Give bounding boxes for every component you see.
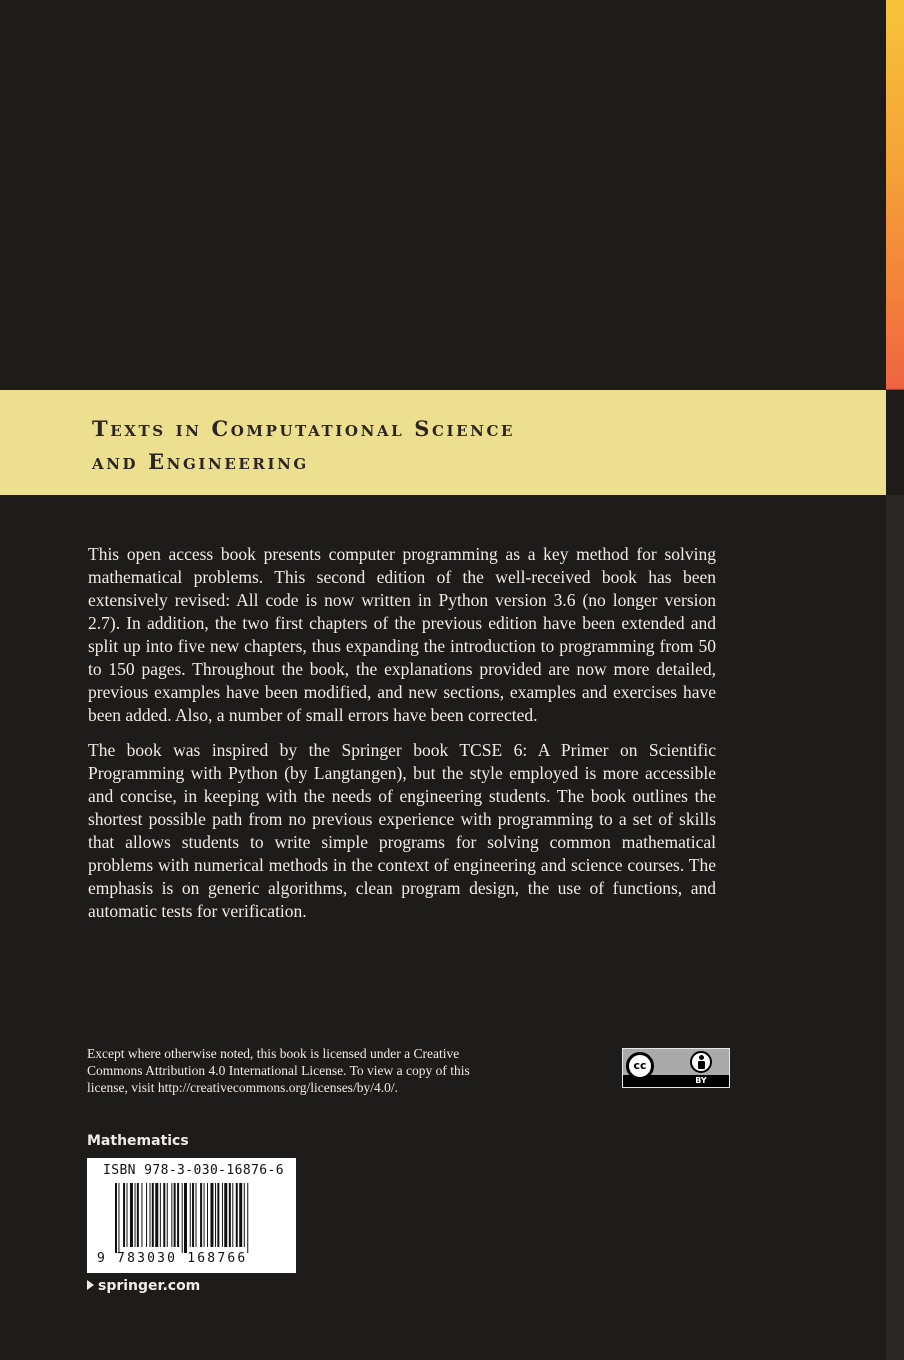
barcode-bar (150, 1183, 151, 1247)
barcode-bar (196, 1183, 197, 1247)
band-edge (886, 390, 904, 495)
barcode-bar (152, 1183, 154, 1247)
barcode-bar (217, 1183, 219, 1247)
spine-gradient-stripe (886, 0, 904, 1360)
barcode-bar (232, 1183, 233, 1247)
barcode-bar (141, 1183, 142, 1247)
barcode-bar (200, 1183, 202, 1247)
barcode-bar (167, 1183, 168, 1247)
barcode-bar (146, 1183, 147, 1247)
series-title-line-2: and Engineering (92, 449, 309, 474)
barcode-bar (215, 1183, 216, 1247)
barcode-bar (207, 1183, 208, 1247)
description-paragraph-1: This open access book presents computer programming as a key method for solving mathematical problems. This second edition of the well-received book has been extensively revised: All code is now written in Python version 3.6 (no longer version 2.7). In addition, the two first chapters of the previous edition have been extended and split up into five new chapters, thus expanding the introduction to programming from 50 to 150 pages. Throughout the book, the explanations provided are now more detailed, previous examples have been modified, and new sections, examples and exercises have been added. Also, a number of small errors have been corrected. (88, 544, 716, 725)
barcode-bar (247, 1183, 248, 1253)
barcode-bar (155, 1183, 158, 1247)
barcode-bar (236, 1183, 238, 1247)
barcode-bar (182, 1183, 183, 1253)
cc-by-label: BY (695, 1076, 707, 1085)
isbn-barcode (87, 1158, 296, 1273)
barcode-bar (160, 1183, 161, 1247)
barcode-bar (137, 1183, 139, 1247)
cc-by-badge (622, 1048, 730, 1088)
barcode-bar (130, 1183, 133, 1247)
barcode-bar (123, 1183, 125, 1247)
barcode-bar (174, 1183, 176, 1247)
cc-icon: cc (626, 1052, 654, 1080)
barcode-bar (177, 1183, 179, 1247)
description-paragraph-2: The book was inspired by the Springer book TCSE 6: A Primer on Scientific Programming with Python (by Langtangen), but the style employed is more accessible and concise, in keeping with the needs of engineering students. The book outlines the shortest possible path from no previous experience with programming to a set of skills that allows students to write simple programs for solving common mathematical problems with numerical methods in the context of engineering and science courses. The emphasis is on generic algorithms, clean program design, the use of functions, and automatic tests for verification. (88, 740, 716, 921)
arrow-icon (87, 1280, 94, 1290)
barcode-bar (224, 1183, 227, 1247)
barcode-bar (190, 1183, 191, 1247)
barcode-bar (222, 1183, 223, 1247)
barcode-bar (244, 1183, 245, 1247)
barcode-bar (127, 1183, 128, 1247)
person-icon (690, 1051, 712, 1073)
barcode-bar (115, 1183, 117, 1253)
barcode-bar (204, 1183, 205, 1247)
series-band (0, 390, 886, 495)
barcode-bar (239, 1183, 242, 1247)
ean-digits: 9 783030 168766 (97, 1251, 248, 1266)
isbn-number: ISBN 978-3-030-16876-6 (103, 1163, 284, 1178)
barcode-bar (163, 1183, 165, 1247)
barcode-bar (135, 1183, 136, 1247)
barcode-bar (210, 1183, 213, 1247)
barcode-bar (171, 1183, 172, 1247)
series-title-line-1: Texts in Computational Science (92, 416, 516, 441)
barcode-bar (118, 1183, 119, 1253)
license-notice: Except where otherwise noted, this book is licensed under a Creative Commons Attribution 4.0 International License. To view a copy of this license, visit http://creativecommons.org/licenses/by/4.0/. (87, 1046, 470, 1095)
barcode-bar (192, 1183, 194, 1247)
subject-category: Mathematics (87, 1133, 189, 1149)
publisher-link[interactable] (87, 1278, 200, 1294)
barcode-bar (184, 1183, 187, 1253)
publisher-url: springer.com (98, 1278, 201, 1294)
barcode-bar (229, 1183, 231, 1247)
